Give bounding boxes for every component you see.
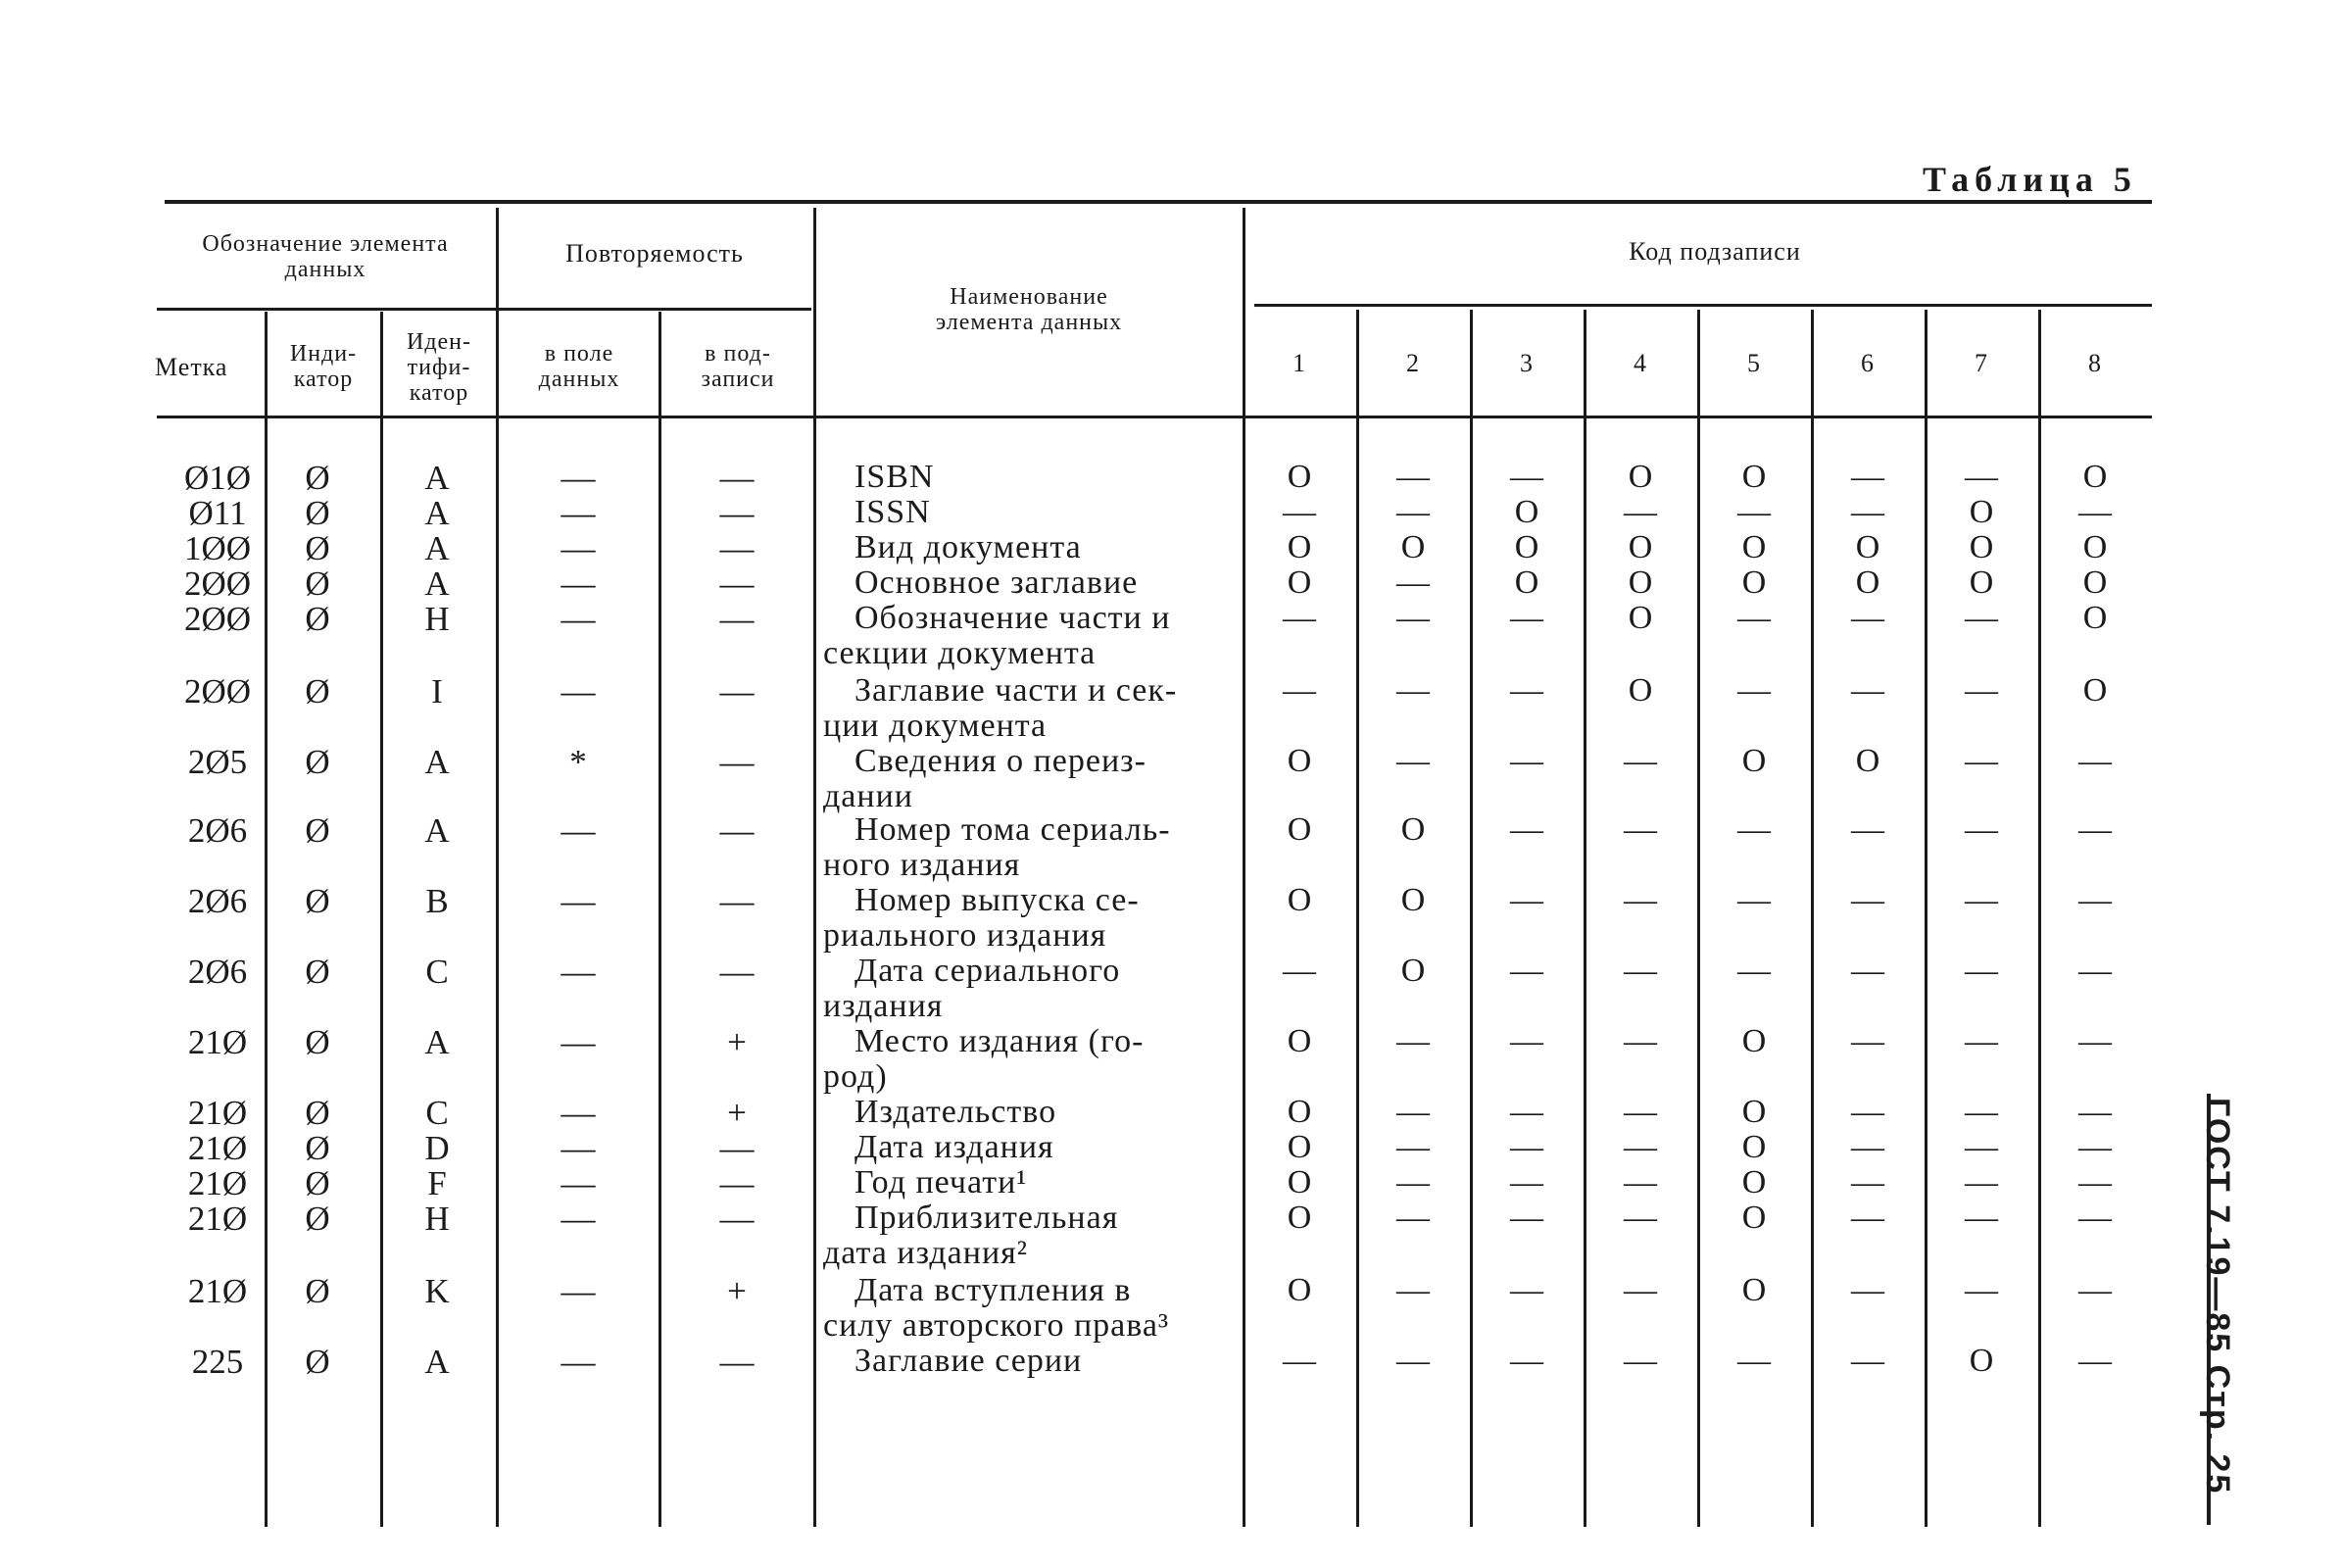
code-mark-6: —	[1851, 1129, 1884, 1165]
code-mark-2: O	[1400, 529, 1426, 565]
code-mark-5: O	[1741, 1129, 1767, 1165]
col-rule	[813, 208, 816, 1527]
code-mark-2: O	[1400, 882, 1426, 918]
code-mark-4: —	[1624, 1023, 1657, 1059]
code-mark-6: —	[1851, 1272, 1884, 1308]
code-mark-1: —	[1283, 672, 1316, 709]
cell-repeat-subrecord: +	[727, 1272, 747, 1310]
side-label-text: ГОСТ 7.19—85 Стр. 25	[2199, 1098, 2236, 1495]
cell-repeat-subrecord: —	[719, 1200, 755, 1238]
cell-repeat-subrecord: —	[719, 953, 755, 991]
code-mark-7: —	[1965, 1200, 1998, 1236]
cell-identifier: B	[425, 882, 449, 920]
cell-indicator: Ø	[305, 494, 330, 532]
code-mark-7: —	[1965, 1023, 1998, 1059]
cell-indicator: Ø	[305, 1343, 330, 1381]
code-mark-1: O	[1287, 1129, 1312, 1165]
col-rule	[1584, 310, 1586, 1527]
code-mark-4: —	[1624, 743, 1657, 779]
code-mark-3: O	[1514, 494, 1539, 530]
code-mark-1: O	[1287, 564, 1312, 601]
code-mark-7: —	[1965, 953, 1998, 989]
cell-element-name: Дата вступления в	[854, 1272, 1132, 1308]
cell-repeat-subrecord: —	[719, 811, 755, 850]
code-mark-2: —	[1396, 1023, 1430, 1059]
code-mark-6: —	[1851, 811, 1884, 848]
cell-tag: 225	[191, 1343, 244, 1381]
col-rule	[1243, 208, 1245, 1527]
code-mark-8: O	[2082, 459, 2108, 495]
code-mark-1: O	[1287, 1094, 1312, 1130]
code-mark-3: —	[1510, 1023, 1543, 1059]
code-mark-6: —	[1851, 953, 1884, 989]
cell-tag: 21Ø	[187, 1023, 248, 1061]
cell-identifier: D	[424, 1129, 450, 1167]
code-mark-1: O	[1287, 1164, 1312, 1200]
code-mark-7: —	[1965, 743, 1998, 779]
code-mark-7: —	[1965, 1164, 1998, 1200]
cell-repeat-subrecord: +	[727, 1094, 747, 1132]
cell-element-name: Дата издания	[854, 1129, 1054, 1165]
header-element-group: Обозначение элемента данных	[202, 231, 449, 282]
code-mark-1: O	[1287, 529, 1312, 565]
cell-identifier: C	[425, 1094, 449, 1132]
cell-element-name-cont: ции документа	[823, 708, 1048, 744]
cell-indicator: Ø	[305, 1272, 330, 1310]
code-mark-2: —	[1396, 564, 1430, 601]
code-mark-8: O	[2082, 529, 2108, 565]
cell-element-name: Номер тома сериаль-	[854, 811, 1171, 848]
code-mark-8: O	[2082, 672, 2108, 709]
cell-repeat-subrecord: —	[719, 494, 755, 532]
cell-element-name-cont: ного издания	[823, 847, 1021, 883]
subheader-rule-left	[157, 308, 811, 311]
header-tag: Метка	[155, 353, 228, 381]
cell-repeat-subrecord: —	[719, 672, 755, 710]
code-mark-4: —	[1624, 1129, 1657, 1165]
code-mark-8: —	[2078, 953, 2112, 989]
code-mark-8: —	[2078, 1023, 2112, 1059]
code-mark-7: —	[1965, 882, 1998, 918]
code-mark-8: —	[2078, 1094, 2112, 1130]
code-mark-7: —	[1965, 1094, 1998, 1130]
header-identifier: Иден- тифи- катор	[406, 329, 472, 406]
cell-repeat-field: —	[561, 529, 596, 567]
code-mark-6: —	[1851, 600, 1884, 636]
code-mark-4: —	[1624, 1200, 1657, 1236]
subheader-rule-codes	[1254, 304, 2152, 307]
code-mark-2: —	[1396, 743, 1430, 779]
cell-element-name: Заглавие серии	[854, 1343, 1083, 1379]
cell-tag: Ø11	[188, 494, 247, 532]
cell-element-name: Год печати¹	[854, 1164, 1028, 1200]
cell-tag: 2Ø6	[187, 882, 248, 920]
cell-repeat-subrecord: —	[719, 1164, 755, 1202]
code-mark-5: —	[1737, 953, 1771, 989]
code-mark-8: —	[2078, 1200, 2112, 1236]
cell-repeat-subrecord: —	[719, 743, 755, 781]
cell-tag: 21Ø	[187, 1094, 248, 1132]
cell-element-name-cont: секции документа	[823, 635, 1097, 671]
cell-repeat-field: —	[561, 1164, 596, 1202]
cell-indicator: Ø	[305, 1023, 330, 1061]
cell-identifier: K	[424, 1272, 450, 1310]
code-mark-4: O	[1628, 564, 1653, 601]
cell-repeat-subrecord: —	[719, 600, 755, 638]
code-mark-2: —	[1396, 1164, 1430, 1200]
cell-element-name: Вид документа	[854, 529, 1082, 565]
code-mark-2: —	[1396, 600, 1430, 636]
cell-indicator: Ø	[305, 882, 330, 920]
header-repeatability: Повторяемость	[565, 239, 744, 268]
code-mark-2: —	[1396, 1129, 1430, 1165]
cell-tag: 21Ø	[187, 1272, 248, 1310]
code-mark-4: O	[1628, 672, 1653, 709]
code-header-8: 8	[2088, 349, 2102, 377]
cell-element-name-cont: издания	[823, 988, 944, 1024]
code-mark-4: —	[1624, 953, 1657, 989]
cell-repeat-field: —	[561, 564, 596, 603]
cell-repeat-subrecord: —	[719, 459, 755, 497]
header-in-field: в поле данных	[538, 341, 620, 392]
code-header-7: 7	[1975, 349, 1988, 377]
code-mark-7: O	[1969, 494, 1994, 530]
code-mark-7: O	[1969, 1343, 1994, 1379]
code-mark-8: —	[2078, 743, 2112, 779]
cell-repeat-field: —	[561, 494, 596, 532]
code-mark-6: —	[1851, 1023, 1884, 1059]
code-mark-5: —	[1737, 600, 1771, 636]
code-mark-8: —	[2078, 811, 2112, 848]
code-mark-1: O	[1287, 811, 1312, 848]
col-rule	[1811, 310, 1814, 1527]
cell-element-name: Место издания (го-	[854, 1023, 1145, 1059]
cell-identifier: A	[424, 459, 450, 497]
code-mark-1: —	[1283, 600, 1316, 636]
cell-indicator: Ø	[305, 811, 330, 850]
code-mark-5: O	[1741, 1164, 1767, 1200]
header-indicator: Инди- катор	[289, 341, 358, 392]
header-element-name: Наименование элемента данных	[935, 284, 1123, 335]
code-header-6: 6	[1861, 349, 1875, 377]
cell-identifier: F	[427, 1164, 447, 1202]
code-mark-3: —	[1510, 1343, 1543, 1379]
code-mark-3: O	[1514, 529, 1539, 565]
code-mark-6: O	[1855, 743, 1880, 779]
code-mark-1: O	[1287, 459, 1312, 495]
code-mark-8: O	[2082, 600, 2108, 636]
col-rule	[265, 312, 268, 1527]
code-mark-1: O	[1287, 882, 1312, 918]
code-mark-7: —	[1965, 1129, 1998, 1165]
cell-tag: 21Ø	[187, 1129, 248, 1167]
cell-repeat-subrecord: —	[719, 529, 755, 567]
cell-identifier: H	[424, 1200, 450, 1238]
cell-element-name: Дата сериального	[854, 953, 1121, 989]
code-mark-6: —	[1851, 459, 1884, 495]
cell-repeat-subrecord: —	[719, 882, 755, 920]
header-subrecord-code: Код подзаписи	[1629, 237, 1801, 266]
code-mark-2: —	[1396, 494, 1430, 530]
cell-element-name: Обозначение части и	[854, 600, 1171, 636]
code-mark-6: —	[1851, 672, 1884, 709]
code-mark-8: —	[2078, 1343, 2112, 1379]
code-mark-6: —	[1851, 1343, 1884, 1379]
code-mark-6: —	[1851, 1200, 1884, 1236]
cell-element-name-cont: риального издания	[823, 917, 1107, 954]
cell-indicator: Ø	[305, 529, 330, 567]
code-mark-4: O	[1628, 529, 1653, 565]
code-mark-5: O	[1741, 1094, 1767, 1130]
cell-indicator: Ø	[305, 459, 330, 497]
cell-identifier: A	[424, 811, 450, 850]
code-header-1: 1	[1293, 349, 1306, 377]
code-mark-6: —	[1851, 1164, 1884, 1200]
code-mark-5: O	[1741, 459, 1767, 495]
code-mark-4: O	[1628, 459, 1653, 495]
code-header-4: 4	[1634, 349, 1647, 377]
cell-identifier: A	[424, 1023, 450, 1061]
cell-element-name: Основное заглавие	[854, 564, 1139, 601]
code-mark-3: —	[1510, 811, 1543, 848]
cell-element-name-cont: силу авторского права³	[823, 1307, 1170, 1344]
cell-indicator: Ø	[305, 672, 330, 710]
code-mark-7: —	[1965, 672, 1998, 709]
cell-repeat-subrecord: —	[719, 564, 755, 603]
code-mark-7: —	[1965, 1272, 1998, 1308]
code-mark-8: —	[2078, 882, 2112, 918]
code-mark-1: —	[1283, 494, 1316, 530]
code-mark-5: —	[1737, 882, 1771, 918]
col-rule	[1470, 310, 1473, 1527]
table-title: Таблица 5	[1923, 160, 2137, 199]
code-mark-2: —	[1396, 1343, 1430, 1379]
cell-tag: 2Ø5	[187, 743, 248, 781]
cell-repeat-subrecord: —	[719, 1129, 755, 1167]
code-mark-4: —	[1624, 882, 1657, 918]
cell-identifier: A	[424, 1343, 450, 1381]
code-mark-5: O	[1741, 564, 1767, 601]
cell-indicator: Ø	[305, 600, 330, 638]
cell-indicator: Ø	[305, 743, 330, 781]
code-mark-2: O	[1400, 953, 1426, 989]
code-header-2: 2	[1406, 349, 1420, 377]
cell-indicator: Ø	[305, 1200, 330, 1238]
code-mark-5: —	[1737, 494, 1771, 530]
cell-repeat-field: —	[561, 1129, 596, 1167]
cell-tag: 21Ø	[187, 1200, 248, 1238]
cell-identifier: I	[431, 672, 443, 710]
code-mark-5: —	[1737, 1343, 1771, 1379]
code-mark-8: —	[2078, 1129, 2112, 1165]
cell-element-name: Номер выпуска се-	[854, 882, 1140, 918]
code-mark-2: —	[1396, 459, 1430, 495]
cell-identifier: A	[424, 564, 450, 603]
col-rule	[1925, 310, 1927, 1527]
cell-identifier: A	[424, 529, 450, 567]
code-header-5: 5	[1747, 349, 1761, 377]
cell-repeat-field: —	[561, 1023, 596, 1061]
cell-repeat-field: —	[561, 672, 596, 710]
code-mark-6: O	[1855, 529, 1880, 565]
col-rule	[2038, 310, 2041, 1527]
code-mark-5: O	[1741, 1023, 1767, 1059]
cell-repeat-subrecord: —	[719, 1343, 755, 1381]
code-mark-1: O	[1287, 743, 1312, 779]
cell-element-name-cont: дата издания²	[823, 1235, 1028, 1271]
cell-element-name: ISBN	[854, 459, 935, 495]
cell-repeat-field: —	[561, 1272, 596, 1310]
cell-repeat-field: —	[561, 459, 596, 497]
cell-element-name-cont: род)	[823, 1058, 888, 1095]
code-mark-5: O	[1741, 1200, 1767, 1236]
code-mark-5: O	[1741, 529, 1767, 565]
cell-repeat-field: —	[561, 953, 596, 991]
code-mark-3: —	[1510, 743, 1543, 779]
cell-indicator: Ø	[305, 564, 330, 603]
code-mark-1: O	[1287, 1200, 1312, 1236]
cell-repeat-field: —	[561, 600, 596, 638]
code-mark-7: O	[1969, 564, 1994, 601]
code-mark-4: —	[1624, 1164, 1657, 1200]
code-mark-8: —	[2078, 494, 2112, 530]
code-mark-8: —	[2078, 1164, 2112, 1200]
cell-element-name-cont: дании	[823, 778, 913, 814]
code-mark-1: —	[1283, 1343, 1316, 1379]
code-mark-1: —	[1283, 953, 1316, 989]
code-mark-4: —	[1624, 494, 1657, 530]
code-mark-5: —	[1737, 672, 1771, 709]
col-rule	[1697, 310, 1700, 1527]
code-mark-7: —	[1965, 459, 1998, 495]
code-mark-2: —	[1396, 1094, 1430, 1130]
col-rule	[1356, 310, 1359, 1527]
code-mark-6: —	[1851, 494, 1884, 530]
code-mark-8: —	[2078, 1272, 2112, 1308]
cell-element-name: ISSN	[854, 494, 931, 530]
cell-indicator: Ø	[305, 1164, 330, 1202]
cell-tag: 2Ø6	[187, 953, 248, 991]
cell-element-name: Издательство	[854, 1094, 1057, 1130]
cell-element-name: Сведения о переиз-	[854, 743, 1147, 779]
cell-repeat-subrecord: +	[727, 1023, 747, 1061]
code-mark-3: —	[1510, 1129, 1543, 1165]
code-mark-3: —	[1510, 882, 1543, 918]
code-mark-4: —	[1624, 1272, 1657, 1308]
code-mark-3: —	[1510, 672, 1543, 709]
code-mark-5: —	[1737, 811, 1771, 848]
cell-tag: 2ØØ	[183, 672, 252, 710]
cell-tag: 2ØØ	[183, 600, 252, 638]
cell-repeat-field: *	[569, 743, 587, 781]
cell-tag: Ø1Ø	[183, 459, 252, 497]
code-header-3: 3	[1520, 349, 1534, 377]
code-mark-3: —	[1510, 1200, 1543, 1236]
cell-repeat-field: —	[561, 1094, 596, 1132]
code-mark-2: O	[1400, 811, 1426, 848]
code-mark-3: —	[1510, 1094, 1543, 1130]
cell-repeat-field: —	[561, 1343, 596, 1381]
code-mark-6: —	[1851, 882, 1884, 918]
header-bottom-rule	[157, 416, 2152, 418]
code-mark-3: —	[1510, 953, 1543, 989]
code-mark-7: —	[1965, 600, 1998, 636]
code-mark-4: —	[1624, 1343, 1657, 1379]
cell-repeat-field: —	[561, 811, 596, 850]
col-rule	[496, 208, 499, 1527]
code-mark-4: —	[1624, 811, 1657, 848]
code-mark-4: O	[1628, 600, 1653, 636]
code-mark-2: —	[1396, 1272, 1430, 1308]
cell-identifier: A	[424, 494, 450, 532]
cell-tag: 2Ø6	[187, 811, 248, 850]
cell-element-name: Заглавие части и сек-	[854, 672, 1178, 709]
col-rule	[659, 312, 661, 1527]
code-mark-1: O	[1287, 1023, 1312, 1059]
code-mark-5: O	[1741, 1272, 1767, 1308]
cell-identifier: H	[424, 600, 450, 638]
cell-element-name: Приблизительная	[854, 1200, 1119, 1236]
code-mark-2: —	[1396, 672, 1430, 709]
cell-tag: 2ØØ	[183, 564, 252, 603]
code-mark-7: —	[1965, 811, 1998, 848]
code-mark-5: O	[1741, 743, 1767, 779]
code-mark-3: —	[1510, 600, 1543, 636]
cell-identifier: A	[424, 743, 450, 781]
code-mark-4: —	[1624, 1094, 1657, 1130]
code-mark-7: O	[1969, 529, 1994, 565]
cell-tag: 1ØØ	[183, 529, 252, 567]
cell-tag: 21Ø	[187, 1164, 248, 1202]
code-mark-6: O	[1855, 564, 1880, 601]
cell-repeat-field: —	[561, 882, 596, 920]
col-rule	[380, 312, 383, 1527]
cell-indicator: Ø	[305, 1129, 330, 1167]
cell-repeat-field: —	[561, 1200, 596, 1238]
cell-indicator: Ø	[305, 953, 330, 991]
code-mark-3: —	[1510, 1164, 1543, 1200]
code-mark-8: O	[2082, 564, 2108, 601]
code-mark-6: —	[1851, 1094, 1884, 1130]
code-mark-3: —	[1510, 1272, 1543, 1308]
code-mark-1: O	[1287, 1272, 1312, 1308]
cell-indicator: Ø	[305, 1094, 330, 1132]
header-in-subrecord: в под- записи	[701, 341, 775, 392]
code-mark-3: O	[1514, 564, 1539, 601]
top-rule	[165, 200, 2152, 204]
code-mark-2: —	[1396, 1200, 1430, 1236]
cell-identifier: C	[425, 953, 449, 991]
code-mark-3: —	[1510, 459, 1543, 495]
